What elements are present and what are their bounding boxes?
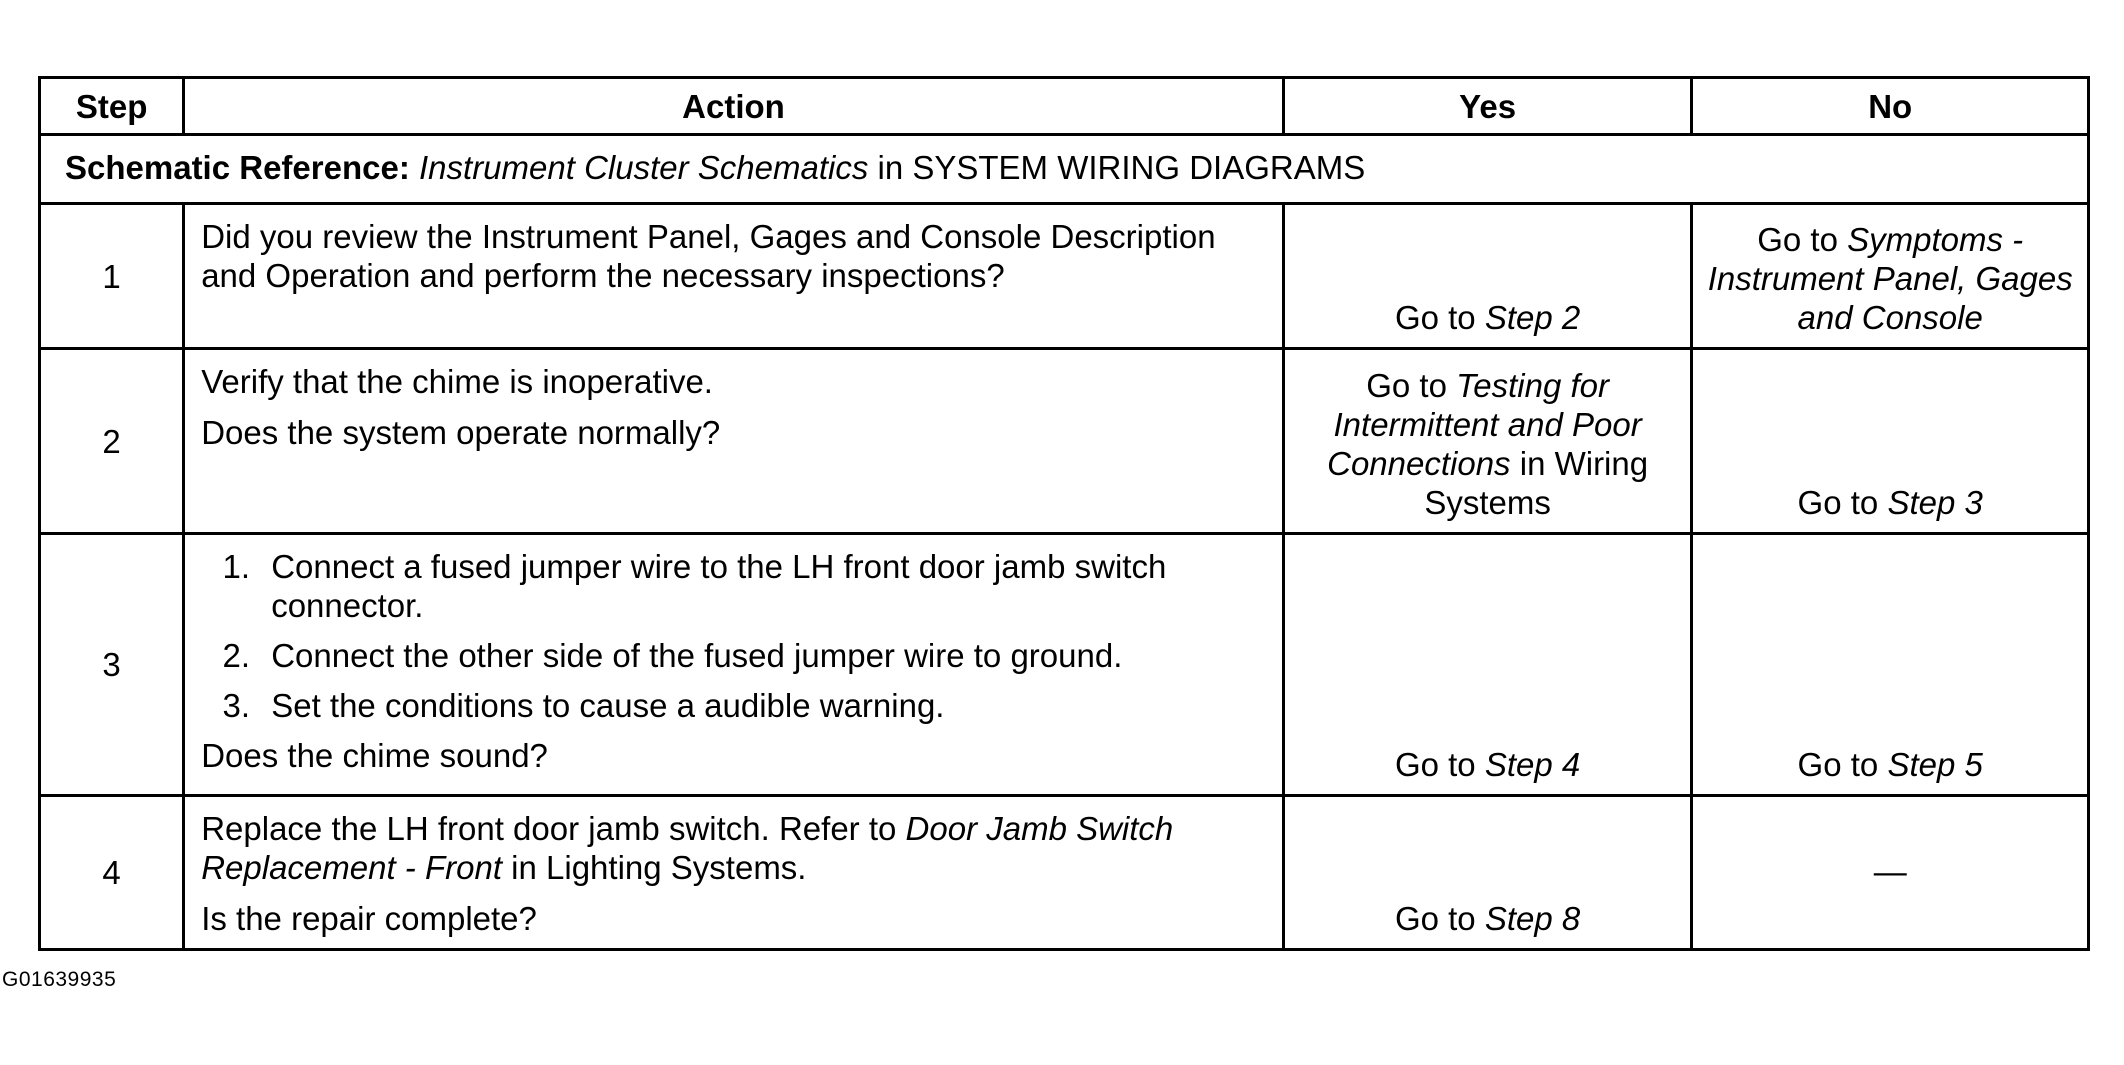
table-row [40, 349, 2089, 534]
action-text: Did you review the Instrument Panel, Gages and Console Description and Operation and perform the necessary inspections? [201, 218, 1216, 294]
no-cell [1692, 204, 2089, 349]
yes-cell [1283, 796, 1692, 950]
yes-suffix: in Wiring Systems [1424, 445, 1649, 521]
yes-prefix: Go to [1366, 367, 1457, 404]
step-number: 1 [40, 204, 184, 349]
yes-target: Step 2 [1484, 299, 1581, 336]
action-question: Does the chime sound? [201, 737, 548, 774]
reference-rest: in SYSTEM WIRING DIAGRAMS [868, 149, 1366, 186]
step-number: 4 [40, 796, 184, 950]
no-target: Step 5 [1887, 746, 1983, 783]
schematic-reference [40, 135, 2089, 204]
yes-target: Step 8 [1484, 900, 1581, 937]
yes-target: Testing for Intermittent and Poor Connections [1327, 367, 1642, 482]
no-prefix: Go to [1797, 484, 1888, 521]
action-steps-list [201, 547, 1266, 725]
header-action: Action [184, 78, 1284, 135]
action-line: Verify that the chime is inoperative. [201, 363, 713, 400]
no-cell [1692, 349, 2089, 534]
table-row [40, 534, 2089, 796]
reference-label: Schematic Reference: [65, 149, 410, 186]
no-prefix: Go to [1797, 746, 1888, 783]
action-reference: Door Jamb Switch Replacement - Front [201, 810, 1174, 886]
action-prefix: Replace the LH front door jamb switch. Refer to [201, 810, 906, 847]
no-target: Symptoms - Instrument Panel, Gages and Console [1707, 221, 2073, 336]
header-yes: Yes [1283, 78, 1692, 135]
action-text [201, 809, 1266, 887]
no-cell [1692, 534, 2089, 796]
figure-id: G01639935 [2, 968, 117, 991]
yes-cell [1283, 349, 1692, 534]
no-prefix: Go to [1757, 221, 1848, 258]
yes-prefix: Go to [1394, 299, 1485, 336]
step-number: 3 [40, 534, 184, 796]
action-question: Does the system operate normally? [201, 414, 721, 451]
table-row [40, 796, 2089, 950]
action-suffix: in Lighting Systems. [502, 849, 807, 886]
header-row [40, 78, 2089, 135]
schematic-reference-row [40, 135, 2089, 204]
yes-prefix: Go to [1394, 900, 1485, 937]
action-cell [184, 349, 1284, 534]
table-row [40, 204, 2089, 349]
yes-cell [1283, 204, 1692, 349]
list-item: 2. Connect the other side of the fused jumper wire to ground. [259, 636, 1266, 675]
reference-link: Instrument Cluster Schematics [419, 149, 869, 186]
header-no: No [1692, 78, 2089, 135]
yes-prefix: Go to [1394, 746, 1485, 783]
action-cell [184, 796, 1284, 950]
no-cell: — [1692, 796, 2089, 950]
list-item: 3. Set the conditions to cause a audible warning. [259, 686, 1266, 725]
action-cell [184, 204, 1284, 349]
step-number: 2 [40, 349, 184, 534]
yes-target: Step 4 [1484, 746, 1581, 783]
action-cell [184, 534, 1284, 796]
header-step: Step [40, 78, 184, 135]
list-item: 1. Connect a fused jumper wire to the LH front door jamb switch connector. [259, 547, 1266, 625]
diagnostic-table [38, 76, 2090, 951]
no-target: Step 3 [1887, 484, 1983, 521]
yes-cell [1283, 534, 1692, 796]
action-question: Is the repair complete? [201, 900, 537, 937]
